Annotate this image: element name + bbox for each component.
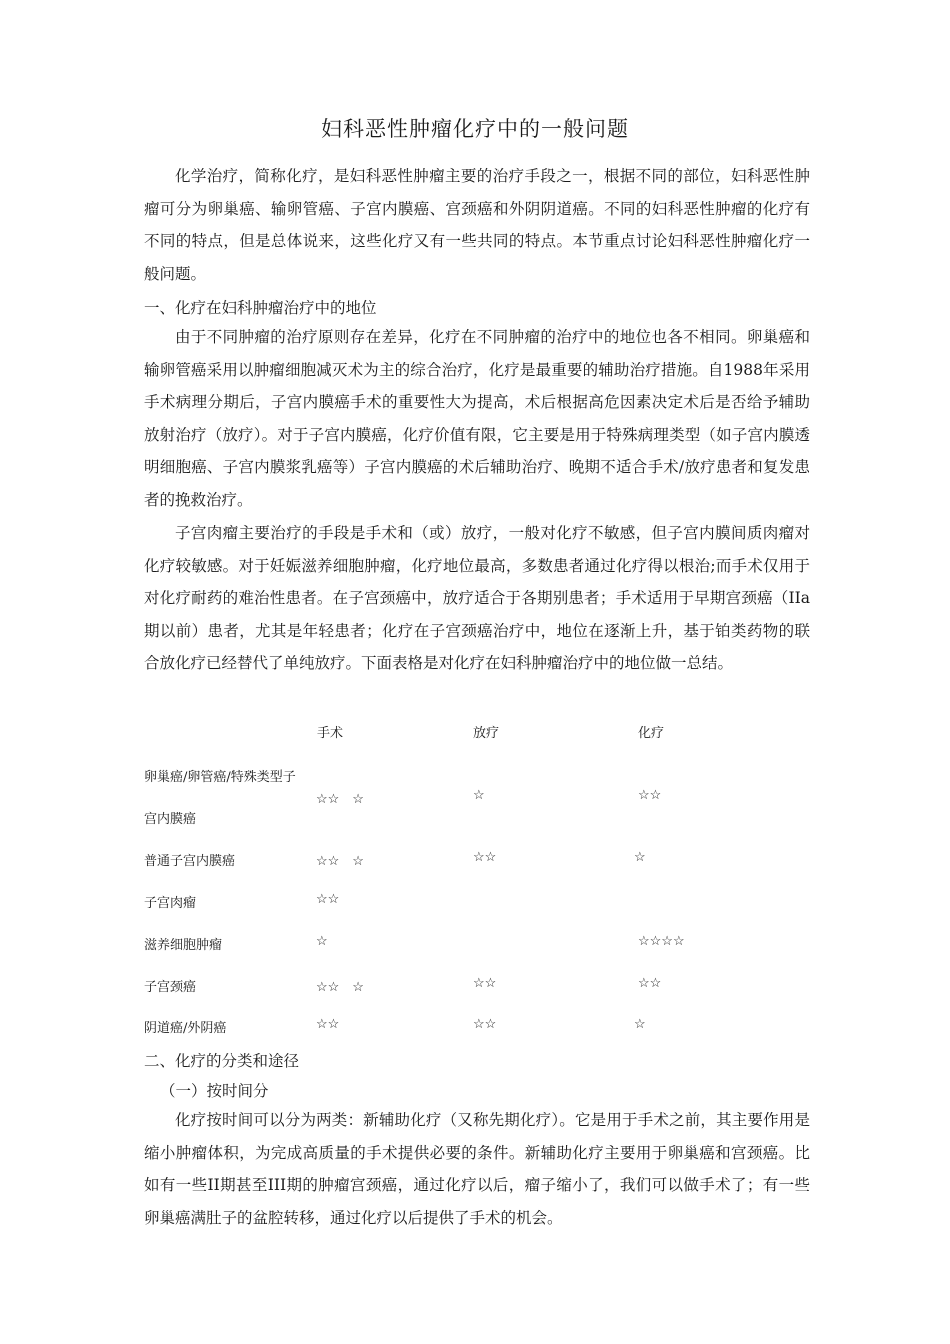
document-title: 妇科恶性肿瘤化疗中的一般问题: [321, 117, 629, 141]
table-row-label: 普通子宫内膜癌: [144, 854, 236, 869]
table-row-label: 子宫肉瘤: [144, 896, 197, 911]
table-header-radiotherapy: 放疗: [473, 726, 500, 741]
table-cell-surgery: ☆☆ ☆: [316, 854, 364, 869]
section-heading-1: 一、化疗在妇科肿瘤治疗中的地位: [144, 299, 377, 317]
table-cell-radio: ☆: [473, 788, 485, 803]
table-cell-radio: ☆☆: [473, 850, 497, 865]
table-cell-radio: ☆☆: [473, 1017, 497, 1032]
table-cell-chemo: ☆: [634, 850, 646, 865]
paragraph-sarcoma: 子宫肉瘤主要治疗的手段是手术和（或）放疗，一般对化疗不敏感，但子宫内膜间质肉瘤对化疗较敏感。对于妊娠滋养细胞肿瘤，化疗地位最高，多数患者通过化疗得以根治;而手术仅用于对化疗耐药的难治性患者。在子宫颈癌中，放疗适合于各期别患者；手术适用于早期宫颈癌（IIa期以前）患者，尤其是年轻患者；化疗在子宫颈癌治疗中，地位在逐渐上升，基于铂类药物的联合放化疗已经替代了单纯放疗。下面表格是对化疗在妇科肿瘤治疗中的地位做一总结。: [144, 524, 810, 672]
table-cell-chemo: ☆☆: [638, 976, 662, 991]
table-cell-chemo: ☆☆: [638, 788, 662, 803]
table-cell-surgery: ☆☆: [316, 1017, 340, 1032]
table-cell-surgery: ☆: [316, 934, 328, 949]
table-row-label-cont: 宫内膜癌: [144, 812, 197, 827]
table-row-label: 滋养细胞肿瘤: [144, 938, 223, 953]
table-row-label: 子宫颈癌: [144, 980, 197, 995]
table-row-label: 卵巢癌/卵管癌/特殊类型子: [144, 770, 296, 785]
table-cell-surgery: ☆☆ ☆: [316, 980, 364, 995]
intro-paragraph: 化学治疗，简称化疗，是妇科恶性肿瘤主要的治疗手段之一，根据不同的部位，妇科恶性肿瘤可分为卵巢癌、输卵管癌、子宫内膜癌、宫颈癌和外阴阴道癌。不同的妇科恶性肿瘤的化疗有不同的特点，但是总体说来，这些化疗又有一些共同的特点。本节重点讨论妇科恶性肿瘤化疗一般问题。: [144, 167, 810, 283]
paragraph-neoadjuvant: 化疗按时间可以分为两类：新辅助化疗（又称先期化疗）。它是用于手术之前，其主要作用是缩小肿瘤体积，为完成高质量的手术提供必要的条件。新辅助化疗主要用于卵巢癌和宫颈癌。比如有一些II期甚至III期的肿瘤宫颈癌，通过化疗以后，瘤子缩小了，我们可以做手术了；有一些卵巢癌满肚子的盆腔转移，通过化疗以后提供了手术的机会。: [144, 1111, 810, 1227]
table-cell-chemo: ☆: [634, 1017, 646, 1032]
table-cell-surgery: ☆☆ ☆: [316, 792, 364, 807]
table-header-surgery: 手术: [317, 726, 344, 741]
section-heading-2: 二、化疗的分类和途径: [144, 1052, 300, 1070]
table-cell-radio: ☆☆: [473, 976, 497, 991]
table-cell-surgery: ☆☆: [316, 892, 340, 907]
paragraph-chemo-role: 由于不同肿瘤的治疗原则存在差异，化疗在不同肿瘤的治疗中的地位也各不相同。卵巢癌和输卵管癌采用以肿瘤细胞减灭术为主的综合治疗，化疗是最重要的辅助治疗措施。自1988年采用手术病理分期后，子宫内膜癌手术的重要性大为提高，术后根据高危因素决定术后是否给予辅助放射治疗（放疗）。对于子宫内膜癌，化疗价值有限，它主要是用于特殊病理类型（如子宫内膜透明细胞癌、子宫内膜浆乳癌等）子宫内膜癌的术后辅助治疗、晚期不适合手术/放疗患者和复发患者的挽救治疗。: [144, 328, 810, 509]
table-header-chemotherapy: 化疗: [638, 726, 665, 741]
subsection-heading: （一）按时间分: [160, 1082, 269, 1100]
table-cell-chemo: ☆☆☆☆: [638, 934, 685, 949]
table-row-label: 阴道癌/外阴癌: [144, 1021, 227, 1036]
